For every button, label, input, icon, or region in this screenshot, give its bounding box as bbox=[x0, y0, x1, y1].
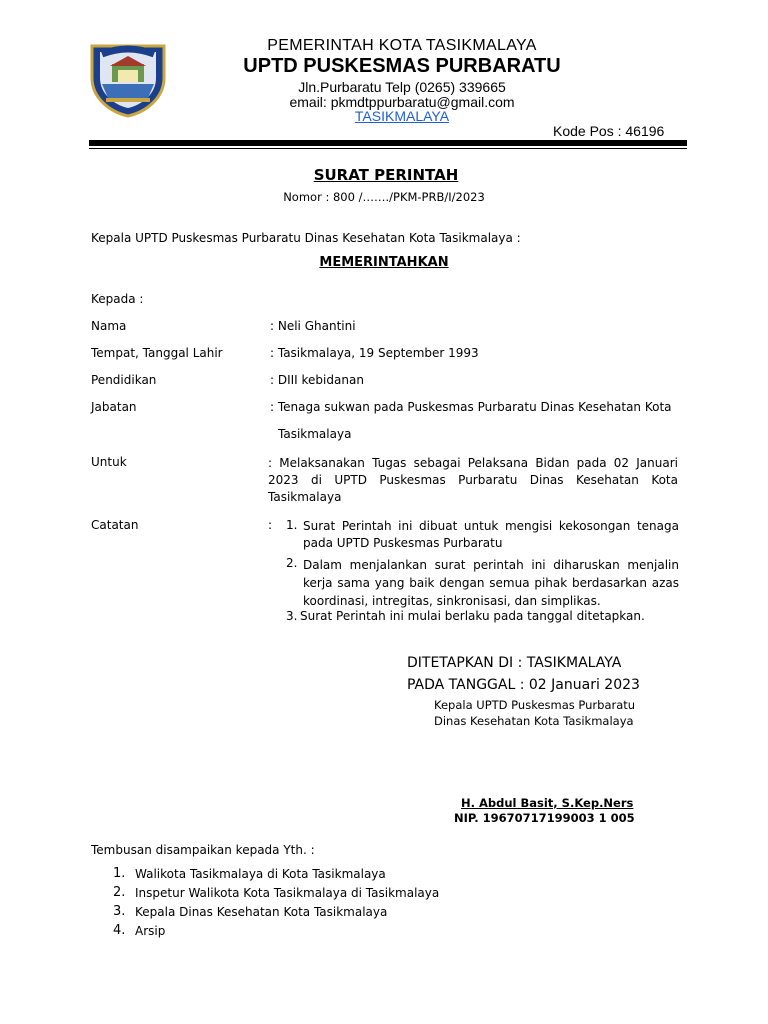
cc-item: Arsip bbox=[135, 924, 166, 938]
cc-item: Inspetur Walikota Kota Tasikmalaya di Tasikmalaya bbox=[135, 886, 440, 900]
note-item: Surat Perintah ini mulai berlaku pada tanggal ditetapkan. bbox=[300, 609, 645, 623]
organization-name: UPTD PUSKESMAS PURBARATU bbox=[243, 55, 561, 77]
email-line: email: pkmdtppurbaratu@gmail.com bbox=[289, 94, 515, 110]
education-value: : DIII kebidanan bbox=[270, 373, 364, 387]
cc-number: 4. bbox=[113, 923, 126, 938]
signing-date: PADA TANGGAL : 02 Januari 2023 bbox=[407, 677, 640, 693]
cc-number: 1. bbox=[113, 866, 126, 881]
birth-label: Tempat, Tanggal Lahir bbox=[91, 346, 223, 360]
signing-place: DITETAPKAN DI : TASIKMALAYA bbox=[407, 655, 622, 671]
letter-number: Nomor : 800 /……./PKM-PRB/I/2023 bbox=[283, 190, 485, 204]
signer-name: H. Abdul Basit, S.Kep.Ners bbox=[461, 796, 634, 810]
signer-nip: NIP. 19670717199003 1 005 bbox=[454, 811, 635, 825]
education-label: Pendidikan bbox=[91, 373, 157, 387]
cc-number: 2. bbox=[113, 885, 126, 900]
purpose-label: Untuk bbox=[91, 455, 127, 469]
postal-code: Kode Pos : 46196 bbox=[553, 123, 665, 139]
cc-item: Kepala Dinas Kesehatan Kota Tasikmalaya bbox=[135, 905, 388, 919]
name-value: : Neli Ghantini bbox=[270, 319, 356, 333]
notes-colon: : bbox=[268, 518, 273, 532]
header-divider-thick bbox=[89, 140, 687, 146]
government-name: PEMERINTAH KOTA TASIKMALAYA bbox=[267, 37, 537, 54]
position-value: : Tenaga sukwan pada Puskesmas Purbaratu Dinas Kesehatan Kota bbox=[270, 400, 672, 414]
note-number: 3. bbox=[286, 609, 298, 623]
position-value-cont: Tasikmalaya bbox=[278, 427, 352, 441]
cc-number: 3. bbox=[113, 904, 126, 919]
address-line: Jln.Purbaratu Telp (0265) 339665 bbox=[298, 79, 506, 95]
signer-role-line-1: Kepala UPTD Puskesmas Purbaratu bbox=[434, 698, 636, 712]
note-number: 1. bbox=[286, 518, 298, 532]
notes-label: Catatan bbox=[91, 518, 139, 532]
command-heading: MEMERINTAHKAN bbox=[319, 255, 449, 270]
letter-title: SURAT PERINTAH bbox=[313, 166, 459, 184]
opening-line: Kepala UPTD Puskesmas Purbaratu Dinas Kesehatan Kota Tasikmalaya : bbox=[91, 231, 521, 245]
note-item: Surat Perintah ini dibuat untuk mengisi kekosongan tenaga pada UPTD Puskesmas Purbaratu bbox=[303, 519, 679, 550]
birth-value: : Tasikmalaya, 19 September 1993 bbox=[270, 346, 479, 360]
cc-item: Walikota Tasikmalaya di Kota Tasikmalaya bbox=[135, 867, 386, 881]
signer-role-line-2: Dinas Kesehatan Kota Tasikmalaya bbox=[434, 714, 634, 728]
cc-title: Tembusan disampaikan kepada Yth. : bbox=[91, 843, 315, 857]
position-label: Jabatan bbox=[91, 400, 137, 414]
note-number: 2. bbox=[286, 556, 298, 570]
header-divider-thin bbox=[89, 148, 687, 149]
name-label: Nama bbox=[91, 319, 127, 333]
city-link[interactable]: TASIKMALAYA bbox=[354, 108, 450, 124]
note-item: Dalam menjalankan surat perintah ini diharuskan menjalin kerja sama yang baik dengan semua pihak berdasarkan azas koordinasi, intregitas, sinkronisasi, dan simplikas. bbox=[303, 558, 679, 608]
purpose-value: : Melaksanakan Tugas sebagai Pelaksana Bidan pada 02 Januari 2023 di UPTD Puskesmas Purbaratu Dinas Kesehatan Kota Tasikmalaya bbox=[268, 456, 678, 504]
recipient-label: Kepada : bbox=[91, 292, 144, 306]
